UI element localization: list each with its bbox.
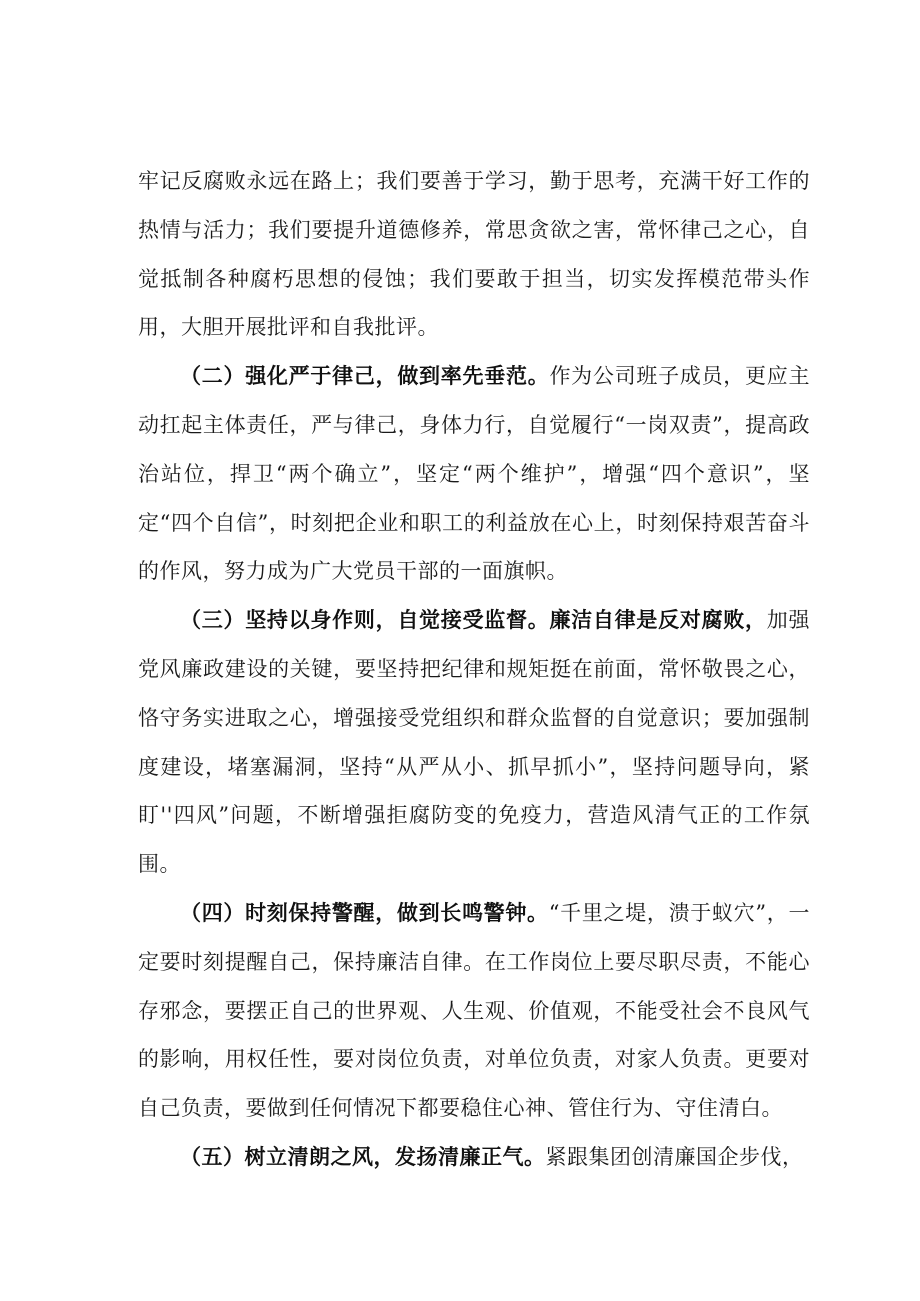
paragraph-2-body: 作为公司班子成员，更应主动扛起主体责任，严与律己，身体力行，自觉履行“一岗双责”，提高政治站位，捍卫“两个确立”，坚定“两个维护”，增强“四个意识”，坚定“四个自信”，时刻把企业和职工的利益放在心上，时刻保持艰苦奋斗的作风，努力成为广大党员干部的一面旗帜。 bbox=[138, 364, 811, 584]
paragraph-4-heading: （四）时刻保持警醒，做到长鸣警钟。 bbox=[180, 899, 549, 925]
paragraph-3-heading: （三）坚持以身作则，自觉接受监督。廉洁自律是反对腐败， bbox=[180, 607, 767, 633]
paragraph-5 bbox=[138, 1133, 810, 1182]
paragraph-4 bbox=[138, 889, 810, 1133]
paragraph-2 bbox=[138, 352, 810, 596]
paragraph-2-heading: （二）强化严于律己，做到率先垂范。 bbox=[180, 363, 550, 389]
paragraph-4-body: “千里之堤，溃于蚁穴”，一定要时刻提醒自己，保持廉洁自律。在工作岗位上要尽职尽责，不能心存邪念，要摆正自己的世界观、人生观、价值观，不能受社会不良风气的影响，用权任性，要对岗位负责，对单位负责，对家人负责。更要对自己负责，要做到任何情况下都要稳住心神、管住行为、守住清白。 bbox=[138, 900, 810, 1121]
paragraph-5-heading: （五）树立清朗之风，发扬清廉正气。 bbox=[180, 1143, 546, 1169]
paragraph-5-body: 紧跟集团创清廉国企步伐， bbox=[545, 1144, 804, 1169]
paragraph-1 bbox=[138, 157, 810, 352]
paragraph-3 bbox=[138, 596, 810, 889]
document-body bbox=[138, 157, 810, 1182]
paragraph-1-body: 牢记反腐败永远在路上；我们要善于学习，勤于思考，充满干好工作的热情与活力；我们要提升道德修养，常思贪欲之害，常怀律己之心，自觉抵制各种腐朽思想的侵蚀；我们要敢于担当，切实发挥模范带头作用，大胆开展批评和自我批评。 bbox=[138, 169, 810, 340]
paragraph-3-body: 加强党风廉政建设的关键，要坚持把纪律和规矩挺在前面，常怀敬畏之心，恪守务实进取之心，增强接受党组织和群众监督的自觉意识；要加强制度建设，堵塞漏洞，坚持“从严从小、抓早抓小”，坚持问题导向，紧盯''四风”问题，不断增强拒腐防变的免疫力，营造风清气正的工作氛围。 bbox=[138, 608, 810, 877]
